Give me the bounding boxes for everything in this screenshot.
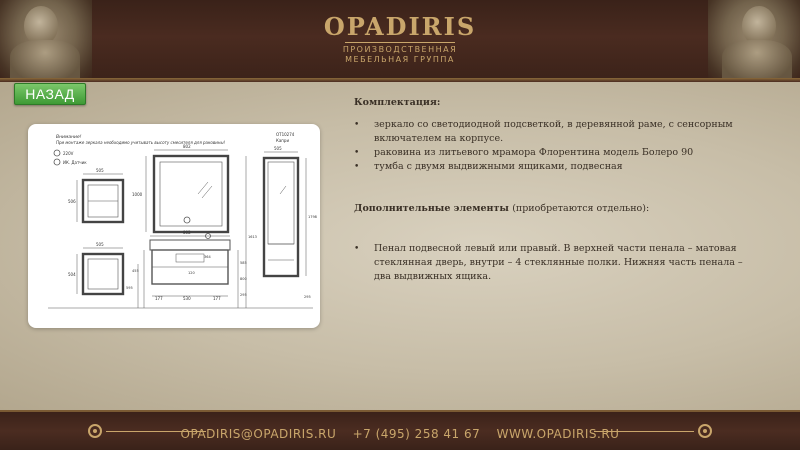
footer-email-link[interactable]: OPADIRIS@OPADIRIS.RU (180, 427, 337, 441)
statue-left-image (0, 0, 92, 82)
extra-title: Дополнительные элементы (приобретаются отдельно): (354, 203, 650, 214)
footer-website-link[interactable]: WWW.OPADIRIS.RU (496, 427, 620, 441)
technical-drawing (28, 124, 320, 328)
svg-text:504: 504 (68, 272, 76, 277)
list-item: • Пенал подвесной левый или правый. В верхней части пенала – матовая стеклянная дверь, внутри – 4 стеклянные полки. Нижняя часть пенала – два выдвижных ящика. (354, 242, 754, 284)
drawing-note-title: Внимание! (56, 135, 82, 140)
extra-list (354, 242, 754, 284)
back-button[interactable]: НАЗАД (14, 83, 86, 105)
svg-text:530: 530 (183, 296, 191, 301)
list-item: • зеркало со светодиодной подсветкой, в деревянной раме, с сенсорным включателем на корпусе. (354, 118, 754, 146)
svg-text:595: 595 (126, 286, 133, 290)
description-text (354, 96, 754, 284)
svg-text:505: 505 (274, 146, 282, 151)
svg-text:295: 295 (240, 293, 247, 297)
svg-text:364: 364 (204, 255, 211, 259)
svg-text:802: 802 (183, 144, 191, 149)
svg-text:506: 506 (68, 199, 76, 204)
brand-logo[interactable] (300, 14, 500, 65)
logo-subtitle-1: ПРОИЗВОДСТВЕННАЯ (342, 45, 458, 54)
kit-title: Комплектация: (354, 97, 441, 108)
drawing-socket-label: 220V (63, 151, 74, 156)
logo-title: OPADIRIS (323, 12, 477, 41)
svg-text:1000: 1000 (132, 192, 143, 197)
svg-text:505: 505 (96, 242, 104, 247)
statue-right-image (708, 0, 800, 82)
svg-text:505: 505 (96, 168, 104, 173)
footer-phone[interactable]: +7 (495) 258 41 67 (352, 427, 481, 441)
drawing-sensor-label: ИК. Датчик (63, 160, 87, 165)
drawing-model-name: Капри (276, 138, 290, 143)
svg-text:120: 120 (188, 271, 195, 275)
svg-text:295: 295 (304, 295, 311, 299)
logo-subtitle-2: МЕБЕЛЬНАЯ ГРУППА (345, 55, 455, 64)
svg-text:177: 177 (213, 296, 221, 301)
svg-text:802: 802 (183, 230, 191, 235)
svg-text:800: 800 (240, 277, 247, 281)
kit-list (354, 118, 754, 174)
svg-text:1613: 1613 (248, 235, 257, 239)
svg-text:585: 585 (240, 261, 247, 265)
svg-text:455: 455 (132, 269, 139, 273)
footer (0, 410, 800, 450)
list-item: • тумба с двумя выдвижными ящиками, подвесная (354, 160, 754, 174)
drawing-model-code: ОТ10274 (276, 132, 295, 137)
drawing-note-text: При монтаже зеркала необходимо учитывать высоту смесителя для раковины! (56, 140, 226, 145)
list-item: • раковина из литьевого мрамора Флорентина модель Болеро 90 (354, 146, 754, 160)
svg-text:1798: 1798 (308, 215, 317, 219)
header (0, 0, 800, 82)
svg-text:177: 177 (155, 296, 163, 301)
